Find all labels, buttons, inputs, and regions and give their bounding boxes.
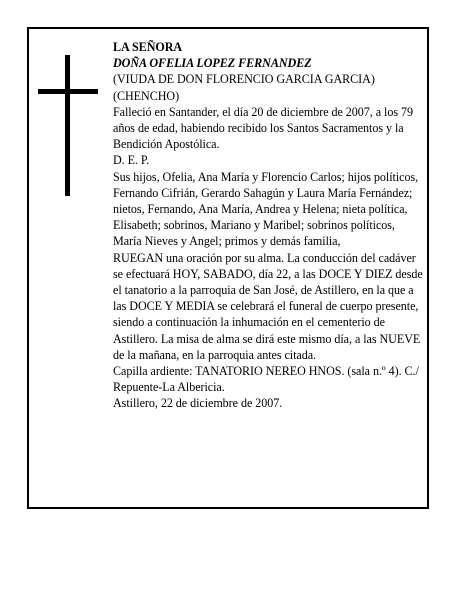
cross-icon xyxy=(38,55,98,196)
chapel-line: Capilla ardiente: TANATORIO NEREO HNOS. (sala n.º 4). C./ Repuente-La Albericia. xyxy=(113,364,419,395)
family-paragraph: Sus hijos, Ofelia, Ana María y Florencio Carlos; hijos políticos, Fernando Cifrián, Gerardo Sahagún y Laura María Fernández; nietos, Fernando, Ana María, Andrea y Helena; nieta política, Elisabeth; sobrinos, Mariano y Maribel; sobrinos políticos, María Nieves y Angel; primos y demás familia, xyxy=(113,169,419,249)
widow-of-line: (VIUDA DE DON FLORENCIO GARCIA GARCIA) xyxy=(113,72,375,87)
place-date-line: Astillero, 22 de diciembre de 2007. xyxy=(113,396,283,411)
nickname-line: (CHENCHO) xyxy=(113,88,180,103)
obituary-text xyxy=(113,39,423,412)
cross-vertical-bar xyxy=(65,55,70,196)
notice-heading: LA SEÑORA xyxy=(113,40,183,54)
death-statement: Falleció en Santander, el día 20 de diciembre de 2007, a los 79 años de edad, habiendo recibido los Santos Sacramentos y la Bendición Apostólica. xyxy=(113,104,413,152)
cross-horizontal-bar xyxy=(38,89,98,94)
deceased-name: DOÑA OFELIA LOPEZ FERNANDEZ xyxy=(113,56,312,71)
rip-line: D. E. P. xyxy=(113,153,150,168)
funeral-request-paragraph: RUEGAN una oración por su alma. La conducción del cadáver se efectuará HOY, SABADO, día 22, a las DOCE Y DIEZ desde el tanatorio a la parroquia de San José, de Astillero, en la que a las DOCE Y MEDIA se celebrará el funeral de cuerpo presente, siendo a continuación la inhumación en el cementerio de Astillero. La misa de alma se dirá este mismo día, a las NUEVE de la mañana, en la parroquia antes citada. xyxy=(113,250,423,362)
